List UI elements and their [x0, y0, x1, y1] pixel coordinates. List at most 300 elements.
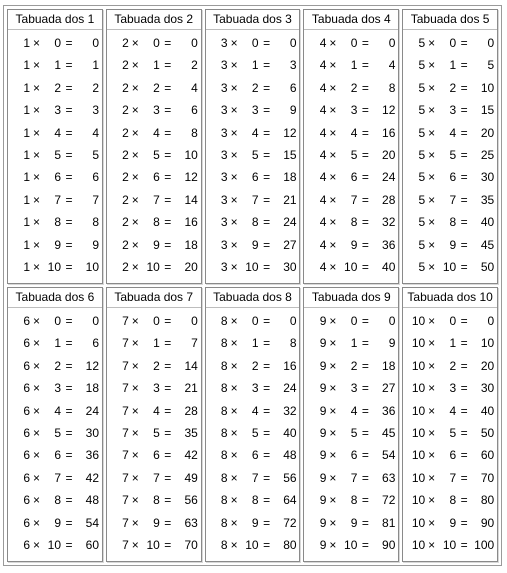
multiplier: 1 — [350, 336, 358, 351]
equals-sign: = — [65, 215, 73, 230]
table-row — [304, 122, 398, 144]
product: 18 — [184, 237, 198, 252]
multiplier: 5 — [54, 425, 61, 440]
times-sign: × — [428, 448, 436, 463]
multiplicand: 10 — [411, 425, 426, 440]
multiplier: 8 — [251, 493, 259, 508]
equals-sign: = — [164, 36, 172, 50]
product: 0 — [487, 314, 495, 328]
table-body — [206, 32, 300, 278]
multiplicand: 10 — [411, 314, 426, 328]
multiplier: 1 — [54, 58, 61, 73]
table-row — [8, 332, 102, 354]
times-sign: × — [329, 515, 337, 530]
multiplier: 10 — [344, 259, 358, 274]
table-row — [403, 422, 497, 444]
times-sign: × — [32, 336, 40, 351]
product: 36 — [382, 237, 396, 252]
table-row — [206, 99, 300, 121]
product: 70 — [480, 470, 495, 485]
multiplier: 4 — [54, 403, 61, 418]
table-title: Tabuada dos 2 — [107, 10, 201, 30]
product: 9 — [289, 103, 297, 118]
table-row — [304, 512, 398, 534]
multiplier: 7 — [350, 470, 358, 485]
equals-sign: = — [361, 259, 369, 274]
multiplicand: 9 — [319, 336, 327, 351]
equals-sign: = — [65, 515, 73, 530]
product: 10 — [480, 336, 495, 351]
times-sign: × — [32, 425, 40, 440]
times-sign: × — [329, 103, 337, 118]
table-row — [304, 467, 398, 489]
equals-sign: = — [263, 259, 271, 274]
times-sign: × — [329, 170, 337, 185]
multiplicand: 1 — [23, 259, 30, 274]
times-sign: × — [329, 215, 337, 230]
multiplier: 1 — [54, 336, 61, 351]
multiplier: 1 — [251, 58, 259, 73]
times-sign: × — [329, 147, 337, 162]
equals-sign: = — [361, 448, 369, 463]
table-body — [8, 310, 102, 556]
multiplier: 8 — [153, 493, 160, 508]
table-row — [403, 211, 497, 233]
equals-sign: = — [65, 58, 73, 73]
multiplier: 3 — [54, 381, 61, 396]
multiplication-table-10 — [402, 287, 498, 562]
multiplier: 4 — [449, 403, 457, 418]
times-sign: × — [428, 314, 436, 328]
product: 0 — [388, 314, 396, 328]
multiplier: 7 — [251, 470, 259, 485]
times-sign: × — [131, 36, 139, 50]
table-row — [403, 512, 497, 534]
multiplier: 2 — [449, 358, 457, 373]
product: 8 — [388, 80, 396, 95]
multiplier: 1 — [449, 336, 457, 351]
equals-sign: = — [164, 515, 172, 530]
times-sign: × — [131, 358, 139, 373]
table-row — [107, 534, 201, 556]
product: 21 — [184, 381, 198, 396]
table-row — [206, 422, 300, 444]
multiplier: 6 — [350, 170, 358, 185]
multiplier: 6 — [449, 170, 457, 185]
equals-sign: = — [361, 336, 369, 351]
multiplicand: 10 — [411, 537, 426, 552]
product: 30 — [480, 170, 495, 185]
table-row — [107, 32, 201, 54]
equals-sign: = — [164, 493, 172, 508]
table-row — [403, 489, 497, 511]
product: 8 — [92, 215, 99, 230]
multiplier: 5 — [153, 147, 160, 162]
equals-sign: = — [263, 147, 271, 162]
multiplicand: 6 — [23, 448, 30, 463]
product: 40 — [480, 403, 495, 418]
multiplicand: 6 — [23, 537, 30, 552]
product: 50 — [480, 259, 495, 274]
table-row — [107, 377, 201, 399]
multiplier: 0 — [350, 36, 358, 50]
product: 12 — [85, 358, 99, 373]
product: 32 — [283, 403, 297, 418]
product: 28 — [382, 192, 396, 207]
times-sign: × — [428, 125, 436, 140]
equals-sign: = — [164, 259, 172, 274]
equals-sign: = — [460, 448, 468, 463]
multiplicand: 5 — [418, 215, 426, 230]
table-row — [206, 211, 300, 233]
equals-sign: = — [460, 103, 468, 118]
product: 8 — [289, 336, 297, 351]
multiplicand: 7 — [122, 358, 129, 373]
equals-sign: = — [263, 314, 271, 328]
multiplier: 10 — [146, 259, 160, 274]
multiplicand: 5 — [418, 125, 426, 140]
multiplier: 5 — [251, 425, 259, 440]
multiplicand: 8 — [220, 381, 228, 396]
product: 0 — [191, 314, 198, 328]
times-sign: × — [329, 403, 337, 418]
table-row — [206, 444, 300, 466]
table-row — [403, 377, 497, 399]
multiplier: 5 — [54, 147, 61, 162]
multiplier: 6 — [350, 448, 358, 463]
multiplicand: 9 — [319, 537, 327, 552]
times-sign: × — [329, 493, 337, 508]
multiplication-table-7 — [106, 287, 202, 562]
times-sign: × — [428, 170, 436, 185]
table-row — [206, 166, 300, 188]
multiplicand: 3 — [220, 103, 228, 118]
table-row — [107, 355, 201, 377]
multiplicand: 3 — [220, 237, 228, 252]
equals-sign: = — [65, 192, 73, 207]
times-sign: × — [329, 58, 337, 73]
multiplicand: 1 — [23, 125, 30, 140]
product: 0 — [289, 314, 297, 328]
equals-sign: = — [263, 336, 271, 351]
multiplier: 2 — [350, 80, 358, 95]
multiplier: 6 — [54, 448, 61, 463]
equals-sign: = — [361, 36, 369, 50]
product: 10 — [184, 147, 198, 162]
multiplicand: 3 — [220, 58, 228, 73]
times-sign: × — [230, 192, 238, 207]
multiplication-table-1 — [7, 9, 103, 284]
product: 16 — [283, 358, 297, 373]
table-row — [8, 467, 102, 489]
multiplication-table-9 — [303, 287, 399, 562]
table-row — [304, 99, 398, 121]
table-row — [206, 489, 300, 511]
equals-sign: = — [460, 170, 468, 185]
equals-sign: = — [460, 147, 468, 162]
multiplier: 9 — [350, 237, 358, 252]
multiplier: 5 — [350, 147, 358, 162]
equals-sign: = — [460, 58, 468, 73]
times-sign: × — [230, 493, 238, 508]
multiplicand: 9 — [319, 470, 327, 485]
multiplier: 9 — [251, 515, 259, 530]
multiplicand: 2 — [122, 237, 129, 252]
multiplication-table-5 — [402, 9, 498, 284]
table-row — [8, 122, 102, 144]
multiplier: 10 — [146, 537, 160, 552]
multiplicand: 10 — [411, 358, 426, 373]
product: 36 — [85, 448, 99, 463]
product: 8 — [191, 125, 198, 140]
table-row — [8, 489, 102, 511]
equals-sign: = — [263, 381, 271, 396]
table-row — [206, 122, 300, 144]
multiplier: 2 — [54, 358, 61, 373]
table-row — [8, 234, 102, 256]
multiplicand: 3 — [220, 192, 228, 207]
multiplier: 7 — [350, 192, 358, 207]
product: 27 — [283, 237, 297, 252]
equals-sign: = — [361, 493, 369, 508]
multiplicand: 5 — [418, 80, 426, 95]
equals-sign: = — [164, 215, 172, 230]
times-sign: × — [329, 125, 337, 140]
equals-sign: = — [65, 80, 73, 95]
table-row — [206, 234, 300, 256]
table-row — [403, 99, 497, 121]
product: 4 — [191, 80, 198, 95]
multiplier: 1 — [449, 58, 457, 73]
multiplicand: 7 — [122, 381, 129, 396]
product: 24 — [85, 403, 99, 418]
multiplier: 1 — [251, 336, 259, 351]
equals-sign: = — [460, 36, 468, 50]
multiplicand: 5 — [418, 103, 426, 118]
multiplier: 10 — [344, 537, 358, 552]
times-sign: × — [230, 381, 238, 396]
table-row — [8, 444, 102, 466]
equals-sign: = — [263, 215, 271, 230]
multiplier: 3 — [54, 103, 61, 118]
multiplier: 0 — [54, 36, 61, 50]
multiplier: 7 — [153, 470, 160, 485]
table-title: Tabuada dos 9 — [304, 288, 398, 308]
multiplicand: 10 — [411, 381, 426, 396]
table-body — [107, 32, 201, 278]
multiplier: 0 — [54, 314, 61, 328]
times-sign: × — [32, 58, 40, 73]
table-row — [304, 189, 398, 211]
equals-sign: = — [460, 515, 468, 530]
multiplicand: 1 — [23, 36, 30, 50]
multiplier: 4 — [350, 125, 358, 140]
multiplier: 10 — [245, 537, 259, 552]
multiplication-table-3 — [205, 9, 301, 284]
equals-sign: = — [361, 237, 369, 252]
product: 25 — [480, 147, 495, 162]
product: 1 — [92, 58, 99, 73]
equals-sign: = — [361, 215, 369, 230]
equals-sign: = — [65, 103, 73, 118]
table-row — [403, 256, 497, 278]
table-row — [403, 400, 497, 422]
times-sign: × — [131, 125, 139, 140]
multiplier: 8 — [251, 215, 259, 230]
table-row — [8, 211, 102, 233]
multiplicand: 7 — [122, 314, 129, 328]
multiplicand: 3 — [220, 147, 228, 162]
equals-sign: = — [460, 80, 468, 95]
times-sign: × — [329, 470, 337, 485]
multiplier: 2 — [54, 80, 61, 95]
multiplier: 9 — [54, 237, 61, 252]
table-row — [403, 166, 497, 188]
multiplier: 4 — [153, 125, 160, 140]
product: 12 — [283, 125, 297, 140]
multiplier: 7 — [54, 470, 61, 485]
multiplier: 10 — [47, 259, 61, 274]
multiplicand: 9 — [319, 448, 327, 463]
multiplier: 10 — [442, 537, 457, 552]
product: 7 — [92, 192, 99, 207]
table-row — [107, 122, 201, 144]
equals-sign: = — [263, 192, 271, 207]
times-sign: × — [131, 215, 139, 230]
table-row — [206, 189, 300, 211]
equals-sign: = — [361, 103, 369, 118]
multiplicand: 9 — [319, 358, 327, 373]
table-row — [8, 54, 102, 76]
product: 18 — [85, 381, 99, 396]
product: 48 — [85, 493, 99, 508]
multiplier: 2 — [153, 80, 160, 95]
table-row — [107, 77, 201, 99]
table-row — [403, 332, 497, 354]
product: 35 — [184, 425, 198, 440]
equals-sign: = — [65, 336, 73, 351]
times-sign: × — [230, 470, 238, 485]
equals-sign: = — [460, 192, 468, 207]
multiplicand: 9 — [319, 425, 327, 440]
table-row — [403, 32, 497, 54]
times-sign: × — [230, 314, 238, 328]
table-row — [8, 189, 102, 211]
equals-sign: = — [460, 493, 468, 508]
times-sign: × — [131, 403, 139, 418]
times-sign: × — [428, 259, 436, 274]
equals-sign: = — [263, 403, 271, 418]
equals-sign: = — [263, 515, 271, 530]
multiplicand: 6 — [23, 470, 30, 485]
table-row — [206, 310, 300, 332]
table-row — [206, 332, 300, 354]
equals-sign: = — [65, 358, 73, 373]
multiplier: 8 — [153, 215, 160, 230]
multiplicand: 2 — [122, 170, 129, 185]
multiplicand: 4 — [319, 237, 327, 252]
product: 0 — [92, 314, 99, 328]
multiplicand: 3 — [220, 80, 228, 95]
times-sign: × — [230, 215, 238, 230]
multiplicand: 4 — [319, 125, 327, 140]
table-row — [107, 256, 201, 278]
table-row — [206, 355, 300, 377]
times-sign: × — [32, 358, 40, 373]
equals-sign: = — [460, 336, 468, 351]
times-sign: × — [131, 103, 139, 118]
times-sign: × — [428, 493, 436, 508]
table-title: Tabuada dos 10 — [403, 288, 497, 308]
multiplicand: 3 — [220, 125, 228, 140]
table-row — [403, 534, 497, 556]
table-row — [304, 534, 398, 556]
multiplier: 3 — [251, 381, 259, 396]
multiplicand: 2 — [122, 192, 129, 207]
multiplicand: 4 — [319, 58, 327, 73]
multiplier: 3 — [153, 103, 160, 118]
table-row — [304, 400, 398, 422]
product: 0 — [388, 36, 396, 50]
multiplier: 3 — [350, 381, 358, 396]
equals-sign: = — [460, 259, 468, 274]
table-row — [403, 355, 497, 377]
product: 14 — [184, 192, 198, 207]
multiplicand: 2 — [122, 147, 129, 162]
multiplicand: 10 — [411, 493, 426, 508]
times-sign: × — [428, 381, 436, 396]
product: 0 — [92, 36, 99, 50]
multiplier: 4 — [153, 403, 160, 418]
equals-sign: = — [65, 470, 73, 485]
product: 20 — [184, 259, 198, 274]
table-title: Tabuada dos 5 — [403, 10, 497, 30]
times-sign: × — [230, 515, 238, 530]
product: 10 — [480, 80, 495, 95]
times-sign: × — [131, 58, 139, 73]
product: 2 — [92, 80, 99, 95]
table-row — [107, 54, 201, 76]
multiplicand: 2 — [122, 215, 129, 230]
product: 30 — [85, 425, 99, 440]
times-sign: × — [32, 237, 40, 252]
times-sign: × — [131, 470, 139, 485]
table-row — [206, 256, 300, 278]
multiplicand: 4 — [319, 192, 327, 207]
equals-sign: = — [263, 237, 271, 252]
times-sign: × — [230, 125, 238, 140]
product: 40 — [283, 425, 297, 440]
equals-sign: = — [164, 147, 172, 162]
table-row — [107, 444, 201, 466]
product: 63 — [382, 470, 396, 485]
multiplier: 5 — [350, 425, 358, 440]
equals-sign: = — [65, 425, 73, 440]
multiplier: 2 — [251, 80, 259, 95]
product: 30 — [480, 381, 495, 396]
times-sign: × — [428, 103, 436, 118]
equals-sign: = — [460, 314, 468, 328]
times-sign: × — [329, 448, 337, 463]
table-body — [304, 310, 398, 556]
equals-sign: = — [164, 103, 172, 118]
multiplicand: 9 — [319, 403, 327, 418]
multiplicand: 8 — [220, 537, 228, 552]
times-sign: × — [230, 80, 238, 95]
equals-sign: = — [164, 192, 172, 207]
multiplier: 10 — [47, 537, 61, 552]
table-row — [206, 77, 300, 99]
